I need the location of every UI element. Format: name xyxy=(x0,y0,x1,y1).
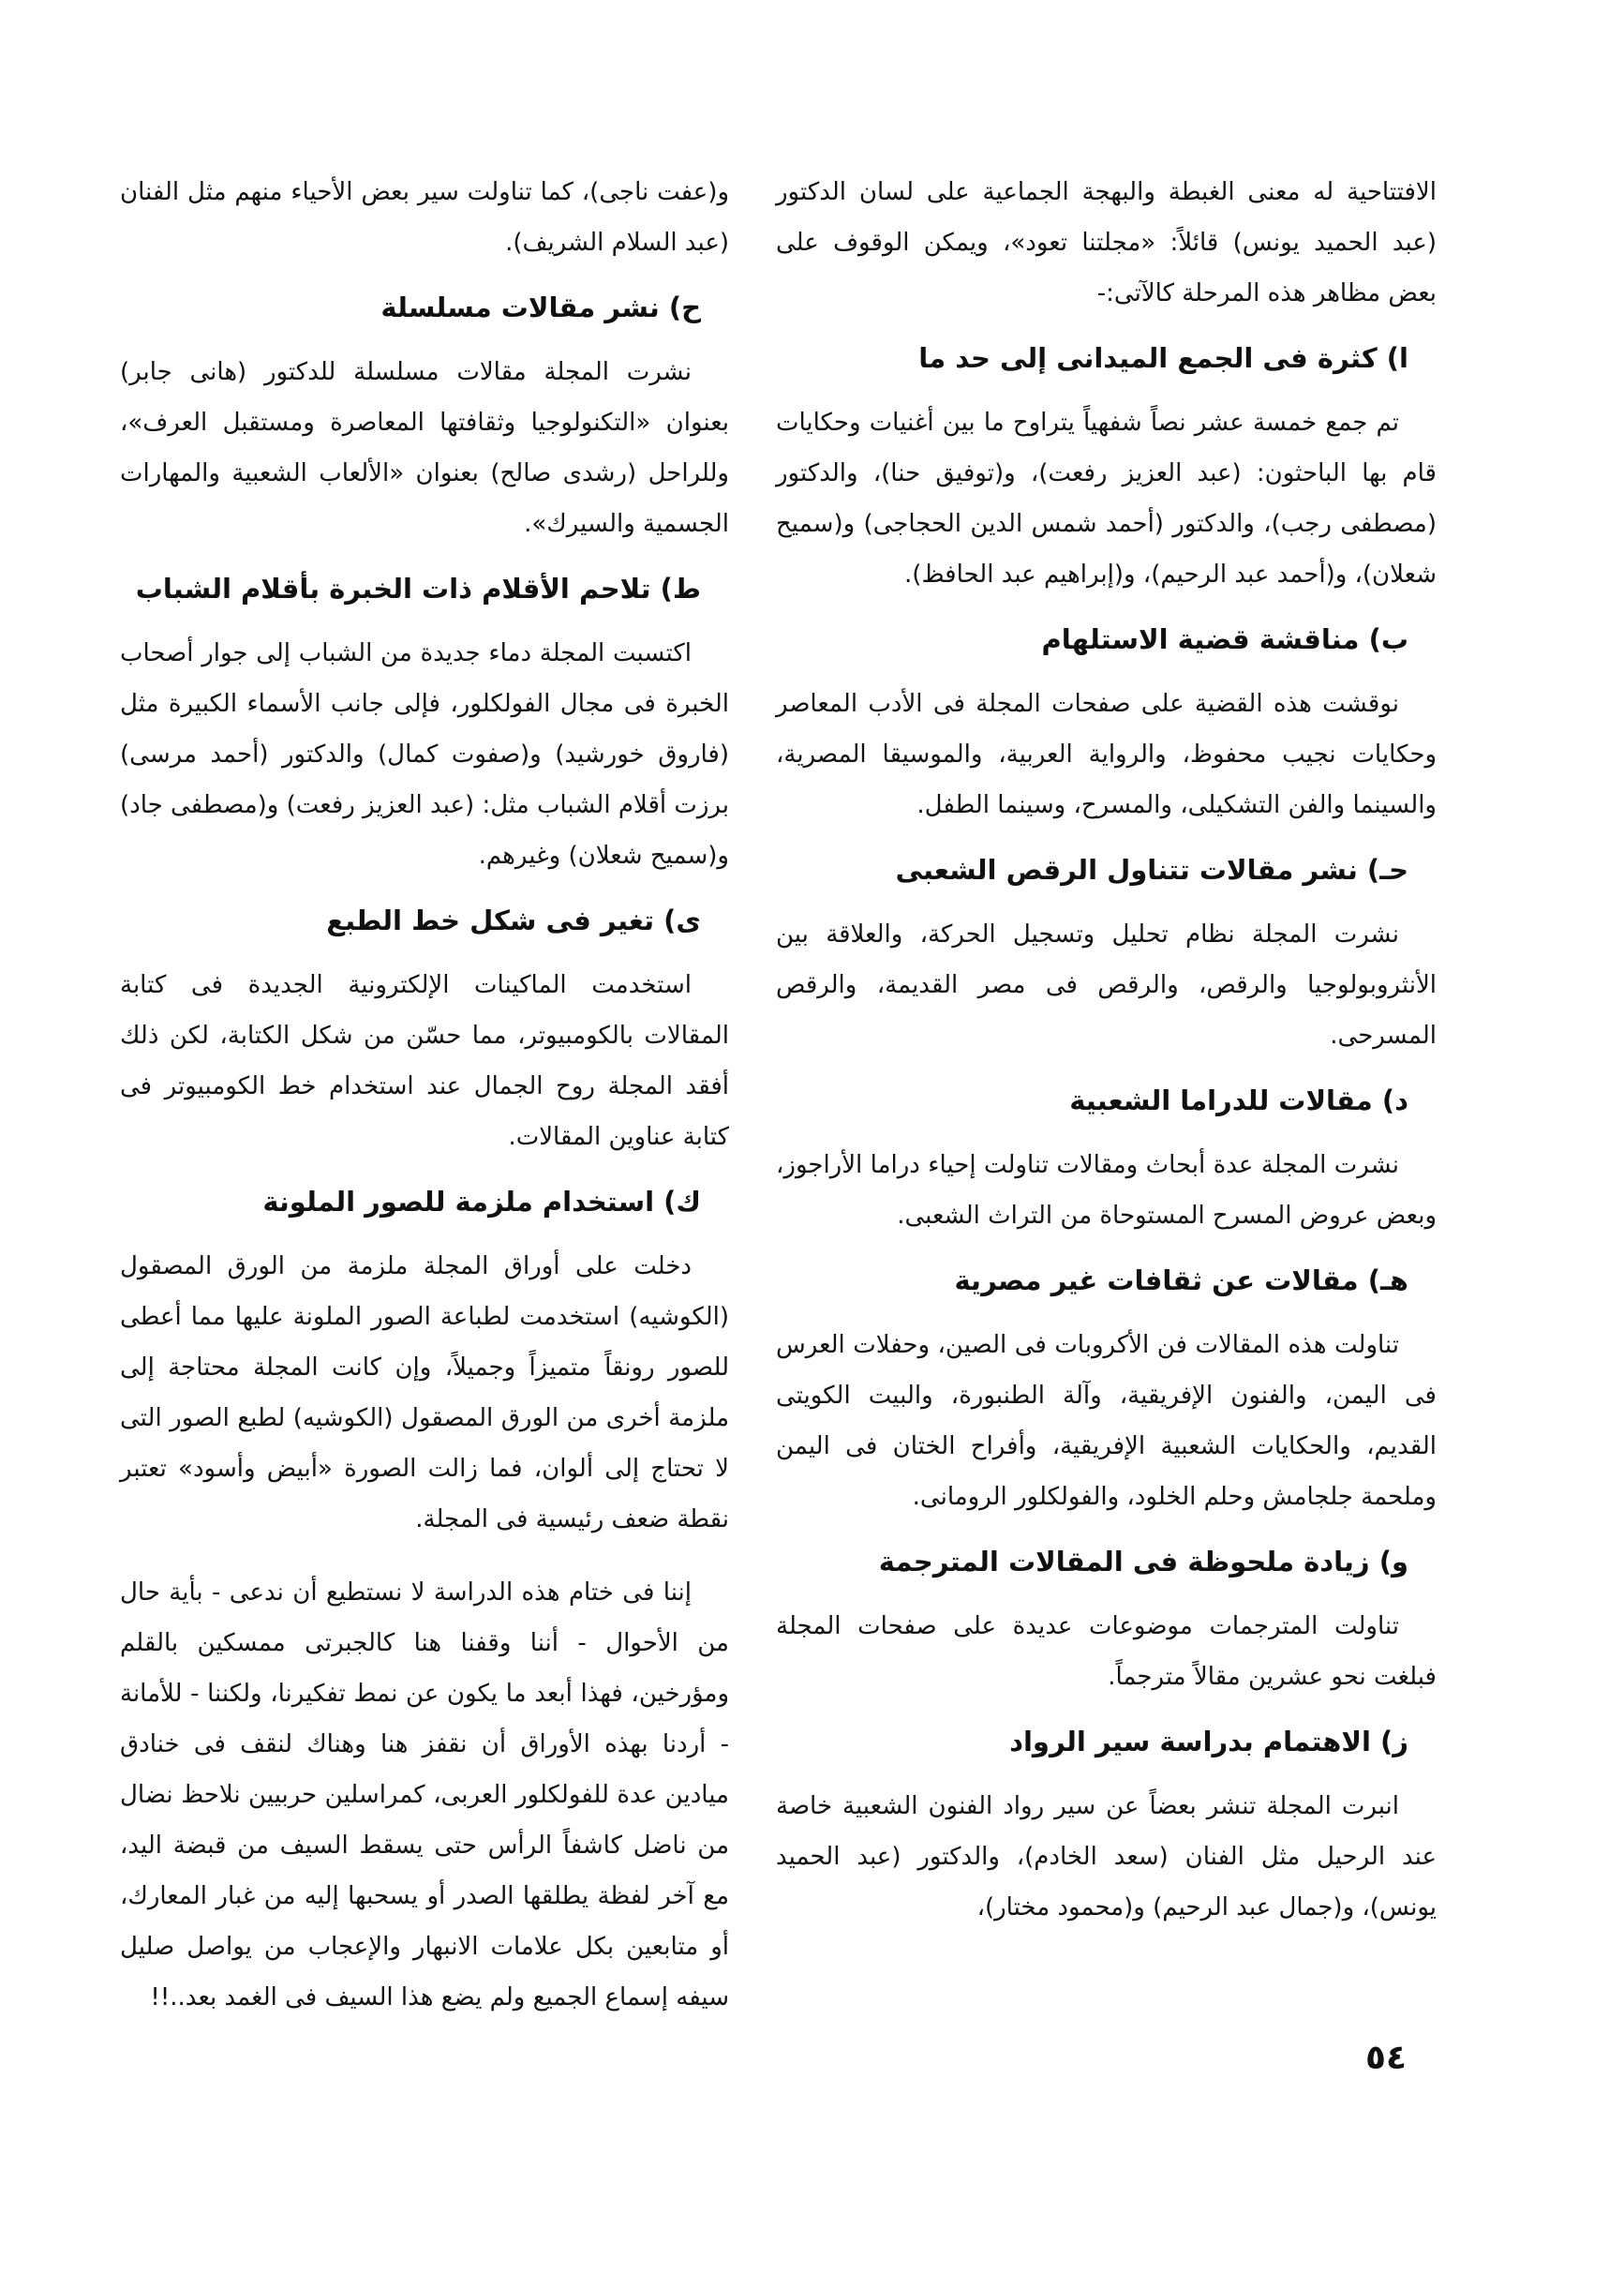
section-heading-kaf: ك) استخدام ملزمة للصور الملونة xyxy=(262,1186,701,1218)
section-heading-he: هـ) مقالات عن ثقافات غير مصرية xyxy=(954,1264,1408,1296)
section-heading-dal: د) مقالات للدراما الشعبية xyxy=(1069,1084,1408,1116)
section-body-ta: اكتسبت المجلة دماء جديدة من الشباب إلى جوار أصحاب الخبرة فى مجال الفولكلور، فإلى جانب الأسماء الكبيرة مثل (فاروق خورشيد) و(صفوت كمال) والدكتور (أحمد مرسى) برزت أقلام الشباب مثل: (عبد العزيز رفعت) و(مصطفى جاد) و(سميح شعلان) وغيرهم. xyxy=(120,639,729,870)
section-body-haa: نشرت المجلة مقالات مسلسلة للدكتور (هانى جابر) بعنوان «التكنولوجيا وثقافتها المعاصرة ومستقبل العرف»، وللراحل (رشدى صالح) بعنوان «الألعاب الشعبية والمهارات الجسمية والسيرك». xyxy=(120,358,729,538)
section-body-he: تناولت هذه المقالات فن الأكروبات فى الصين، وحفلات العرس فى اليمن، والفنون الإفريقية، وآلة الطنبورة، والبيت الكويتى القديم، والحكايات الشعبية الإفريقية، وأفراح الختان فى اليمن وملحمة جلجامش وحلم الخلود، والفولكلور الرومانى. xyxy=(776,1331,1437,1511)
section-heading-alif: ا) كثرة فى الجمع الميدانى إلى حد ما xyxy=(918,342,1408,374)
section-body-zay: انبرت المجلة تنشر بعضاً عن سير رواد الفنون الشعبية خاصة عند الرحيل مثل الفنان (سعد الخادم)، والدكتور (عبد الحميد يونس)، و(جمال عبد الرحيم) و(محمود مختار)، xyxy=(776,1792,1437,1922)
continuation-paragraph: و(عفت ناجى)، كما تناولت سير بعض الأحياء منهم مثل الفنان (عبد السلام الشريف). xyxy=(120,178,729,257)
right-column xyxy=(776,167,1437,1937)
section-heading-ba: ب) مناقشة قضية الاستلهام xyxy=(1041,623,1408,655)
section-body-dal: نشرت المجلة عدة أبحاث ومقالات تناولت إحياء دراما الأراجوز، وبعض عروض المسرح المستوحاة من التراث الشعبى. xyxy=(776,1151,1437,1230)
section-heading-zay: ز) الاهتمام بدراسة سير الرواد xyxy=(1009,1726,1408,1757)
section-heading-ta: ط) تلاحم الأقلام ذات الخبرة بأقلام الشباب xyxy=(135,573,701,605)
page-number: ٥٤ xyxy=(1365,2039,1407,2077)
section-heading-waw: و) زيادة ملحوظة فى المقالات المترجمة xyxy=(878,1546,1408,1578)
section-heading-ya: ى) تغير فى شكل خط الطبع xyxy=(326,905,701,936)
left-column xyxy=(120,167,729,2026)
intro-paragraph: الافتتاحية له معنى الغبطة والبهجة الجماعية على لسان الدكتور (عبد الحميد يونس) قائلاً: «مجلتنا تعود»، ويمكن الوقوف على بعض مظاهر هذه المرحلة كالآتى:- xyxy=(776,178,1437,307)
section-body-kaf: دخلت على أوراق المجلة ملزمة من الورق المصقول (الكوشيه) استخدمت لطباعة الصور الملونة عليها مما أعطى للصور رونقاً متميزاً وجميلاً، وإن كانت المجلة محتاجة إلى ملزمة أخرى من الورق المصقول (الكوشيه) لطبع الصور التى لا تحتاج إلى ألوان، فما زالت الصورة «أبيض وأسود» تعتبر نقطة ضعف رئيسية فى المجلة. xyxy=(120,1252,729,1533)
section-heading-haa: ح) نشر مقالات مسلسلة xyxy=(380,292,701,323)
section-body-ha: نشرت المجلة نظام تحليل وتسجيل الحركة، والعلاقة بين الأنثروبولوجيا والرقص، والرقص فى مصر القديمة، والرقص المسرحى. xyxy=(776,920,1437,1050)
section-body-ba: نوقشت هذه القضية على صفحات المجلة فى الأدب المعاصر وحكايات نجيب محفوظ، والرواية العربية، والموسيقا المصرية، والسينما والفن التشكيلى، والمسرح، وسينما الطفل. xyxy=(776,690,1437,819)
section-body-alif: تم جمع خمسة عشر نصاً شفهياً يتراوح ما بين أغنيات وحكايات قام بها الباحثون: (عبد العزيز رفعت)، و(توفيق حنا)، والدكتور (مصطفى رجب)، والدكتور (أحمد شمس الدين الحجاجى) و(سميح شعلان)، و(أحمد عبد الرحيم)، و(إبراهيم عبد الحافظ). xyxy=(776,409,1437,589)
conclusion-paragraph: إننا فى ختام هذه الدراسة لا نستطيع أن ندعى - بأية حال من الأحوال - أننا وقفنا هنا كالجبرتى ممسكين بالقلم ومؤرخين، فهذا أبعد ما يكون عن نمط تفكيرنا، ولكننا - للأمانة - أردنا بهذه الأوراق أن نقفز هنا وهناك لنقف فى خنادق ميادين عدة للفولكلور العربى، كمراسلين حربيين نلاحظ نضال من ناضل كاشفاً الرأس حتى يسقط السيف من قبضة اليد، مع آخر لفظة يطلقها الصدر أو يسحبها إليه من غبار المعارك، أو متابعين بكل علامات الانبهار والإعجاب من يواصل صليل سيفه إسماع الجميع ولم يضع هذا السيف فى الغمد بعد..!! xyxy=(120,1578,729,2011)
section-body-ya: استخدمت الماكينات الإلكترونية الجديدة فى كتابة المقالات بالكومبيوتر، مما حسّن من شكل الكتابة، لكن ذلك أفقد المجلة روح الجمال عند استخدام خط الكومبيوتر فى كتابة عناوين المقالات. xyxy=(120,971,729,1151)
section-heading-ha: حـ) نشر مقالات تتناول الرقص الشعبى xyxy=(895,854,1408,886)
section-body-waw: تناولت المترجمات موضوعات عديدة على صفحات المجلة فبلغت نحو عشرين مقالاً مترجماً. xyxy=(776,1612,1437,1691)
